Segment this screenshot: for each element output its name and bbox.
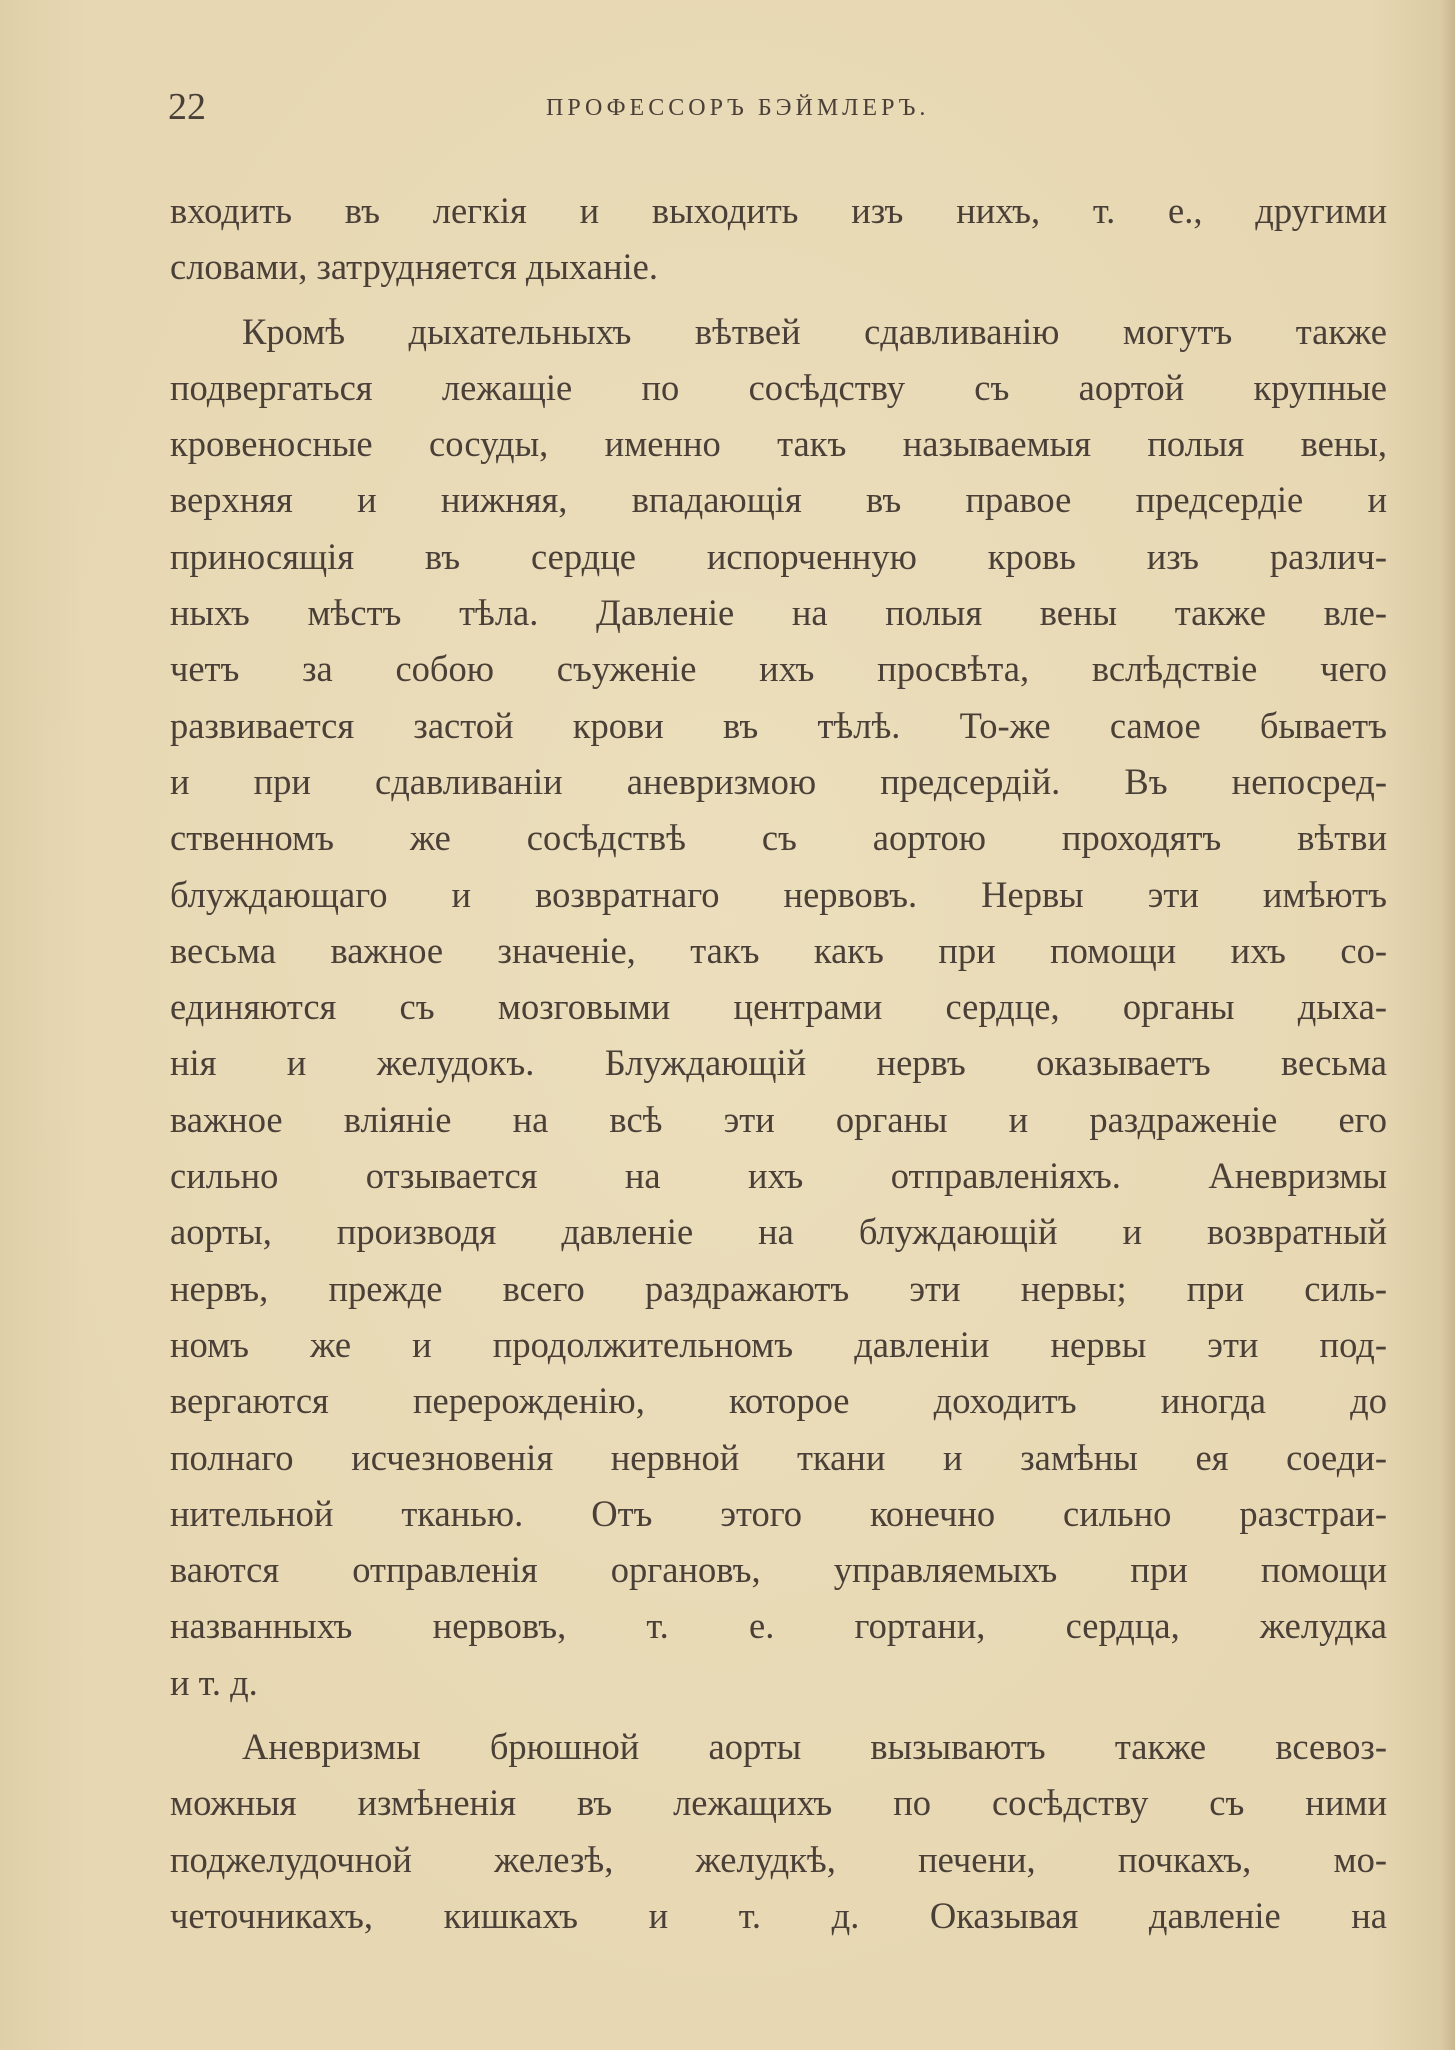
- text-line: входить въ легкія и выходить изъ нихъ, т. е., другими: [170, 190, 1387, 231]
- text-line: названныхъ нервовъ, т. е. гортани, сердца, желудка: [170, 1605, 1387, 1647]
- text-line: полнаго исчезновенія нервной ткани и замѣны ея соеди-: [170, 1436, 1387, 1478]
- text-line: и т. д.: [170, 1661, 258, 1703]
- paragraph-3: [170, 1719, 1387, 1944]
- text-line: приносящія въ сердце испорченную кровь изъ различ-: [170, 535, 1387, 577]
- text-line: ныхъ мѣстъ тѣла. Давленіе на полыя вены также вле-: [170, 592, 1387, 634]
- text-line: ственномъ же сосѣдствѣ съ аортою проходятъ вѣтви: [170, 817, 1387, 859]
- text-line: и при сдавливаніи аневризмою предсердій. Въ непосред-: [170, 760, 1387, 802]
- text-line: кровеносные сосуды, именно такъ называемыя полыя вены,: [170, 423, 1387, 465]
- text-line: словами, затрудняется дыханіе.: [170, 246, 658, 288]
- text-line: поджелудочной железѣ, желудкѣ, печени, почкахъ, мо-: [170, 1838, 1387, 1880]
- text-line: Аневризмы брюшной аорты вызываютъ также всевоз-: [242, 1726, 1387, 1768]
- text-line: подвергаться лежащіе по сосѣдству съ аортой крупные: [170, 366, 1387, 408]
- text-line: нервъ, прежде всего раздражаютъ эти нервы; при силь-: [170, 1267, 1387, 1309]
- page-edge-shadow: [1441, 0, 1455, 2050]
- running-head: [168, 82, 1383, 132]
- text-line: можныя измѣненія въ лежащихъ по сосѣдству съ ними: [170, 1782, 1387, 1824]
- paragraph-2: [170, 304, 1387, 1711]
- text-line: единяются съ мозговыми центрами сердце, органы дыха-: [170, 986, 1387, 1028]
- paragraph-1: [170, 183, 1387, 296]
- body-text: [170, 183, 1387, 1952]
- text-line: нительной тканью. Отъ этого конечно сильно разстраи-: [170, 1492, 1387, 1534]
- text-line: четочникахъ, кишкахъ и т. д. Оказывая давленіе на: [170, 1894, 1387, 1936]
- text-line: вергаются перерожденію, которое доходитъ иногда до: [170, 1380, 1387, 1422]
- text-line: развивается застой крови въ тѣлѣ. То-же самое бываетъ: [170, 704, 1387, 746]
- text-line: нія и желудокъ. Блуждающій нервъ оказываетъ весьма: [170, 1042, 1387, 1084]
- text-line: Кромѣ дыхательныхъ вѣтвей сдавливанію могутъ также: [242, 310, 1387, 352]
- text-line: аорты, производя давленіе на блуждающій и возвратный: [170, 1211, 1387, 1253]
- text-line: важное вліяніе на всѣ эти органы и раздраженіе его: [170, 1098, 1387, 1140]
- running-title: ПРОФЕССОРЪ БЭЙМЛЕРЪ.: [546, 95, 930, 121]
- text-line: четъ за собою съуженіе ихъ просвѣта, вслѣдствіе чего: [170, 648, 1387, 690]
- text-line: номъ же и продолжительномъ давленіи нервы эти под-: [170, 1323, 1387, 1365]
- text-line: ваются отправленія органовъ, управляемыхъ при помощи: [170, 1549, 1387, 1591]
- page-number: 22: [168, 86, 206, 128]
- text-line: верхняя и нижняя, впадающія въ правое предсердіе и: [170, 479, 1387, 521]
- text-line: весьма важное значеніе, такъ какъ при помощи ихъ со-: [170, 929, 1387, 971]
- text-line: блуждающаго и возвратнаго нервовъ. Нервы эти имѣютъ: [170, 873, 1387, 915]
- text-line: сильно отзывается на ихъ отправленіяхъ. Аневризмы: [170, 1155, 1387, 1197]
